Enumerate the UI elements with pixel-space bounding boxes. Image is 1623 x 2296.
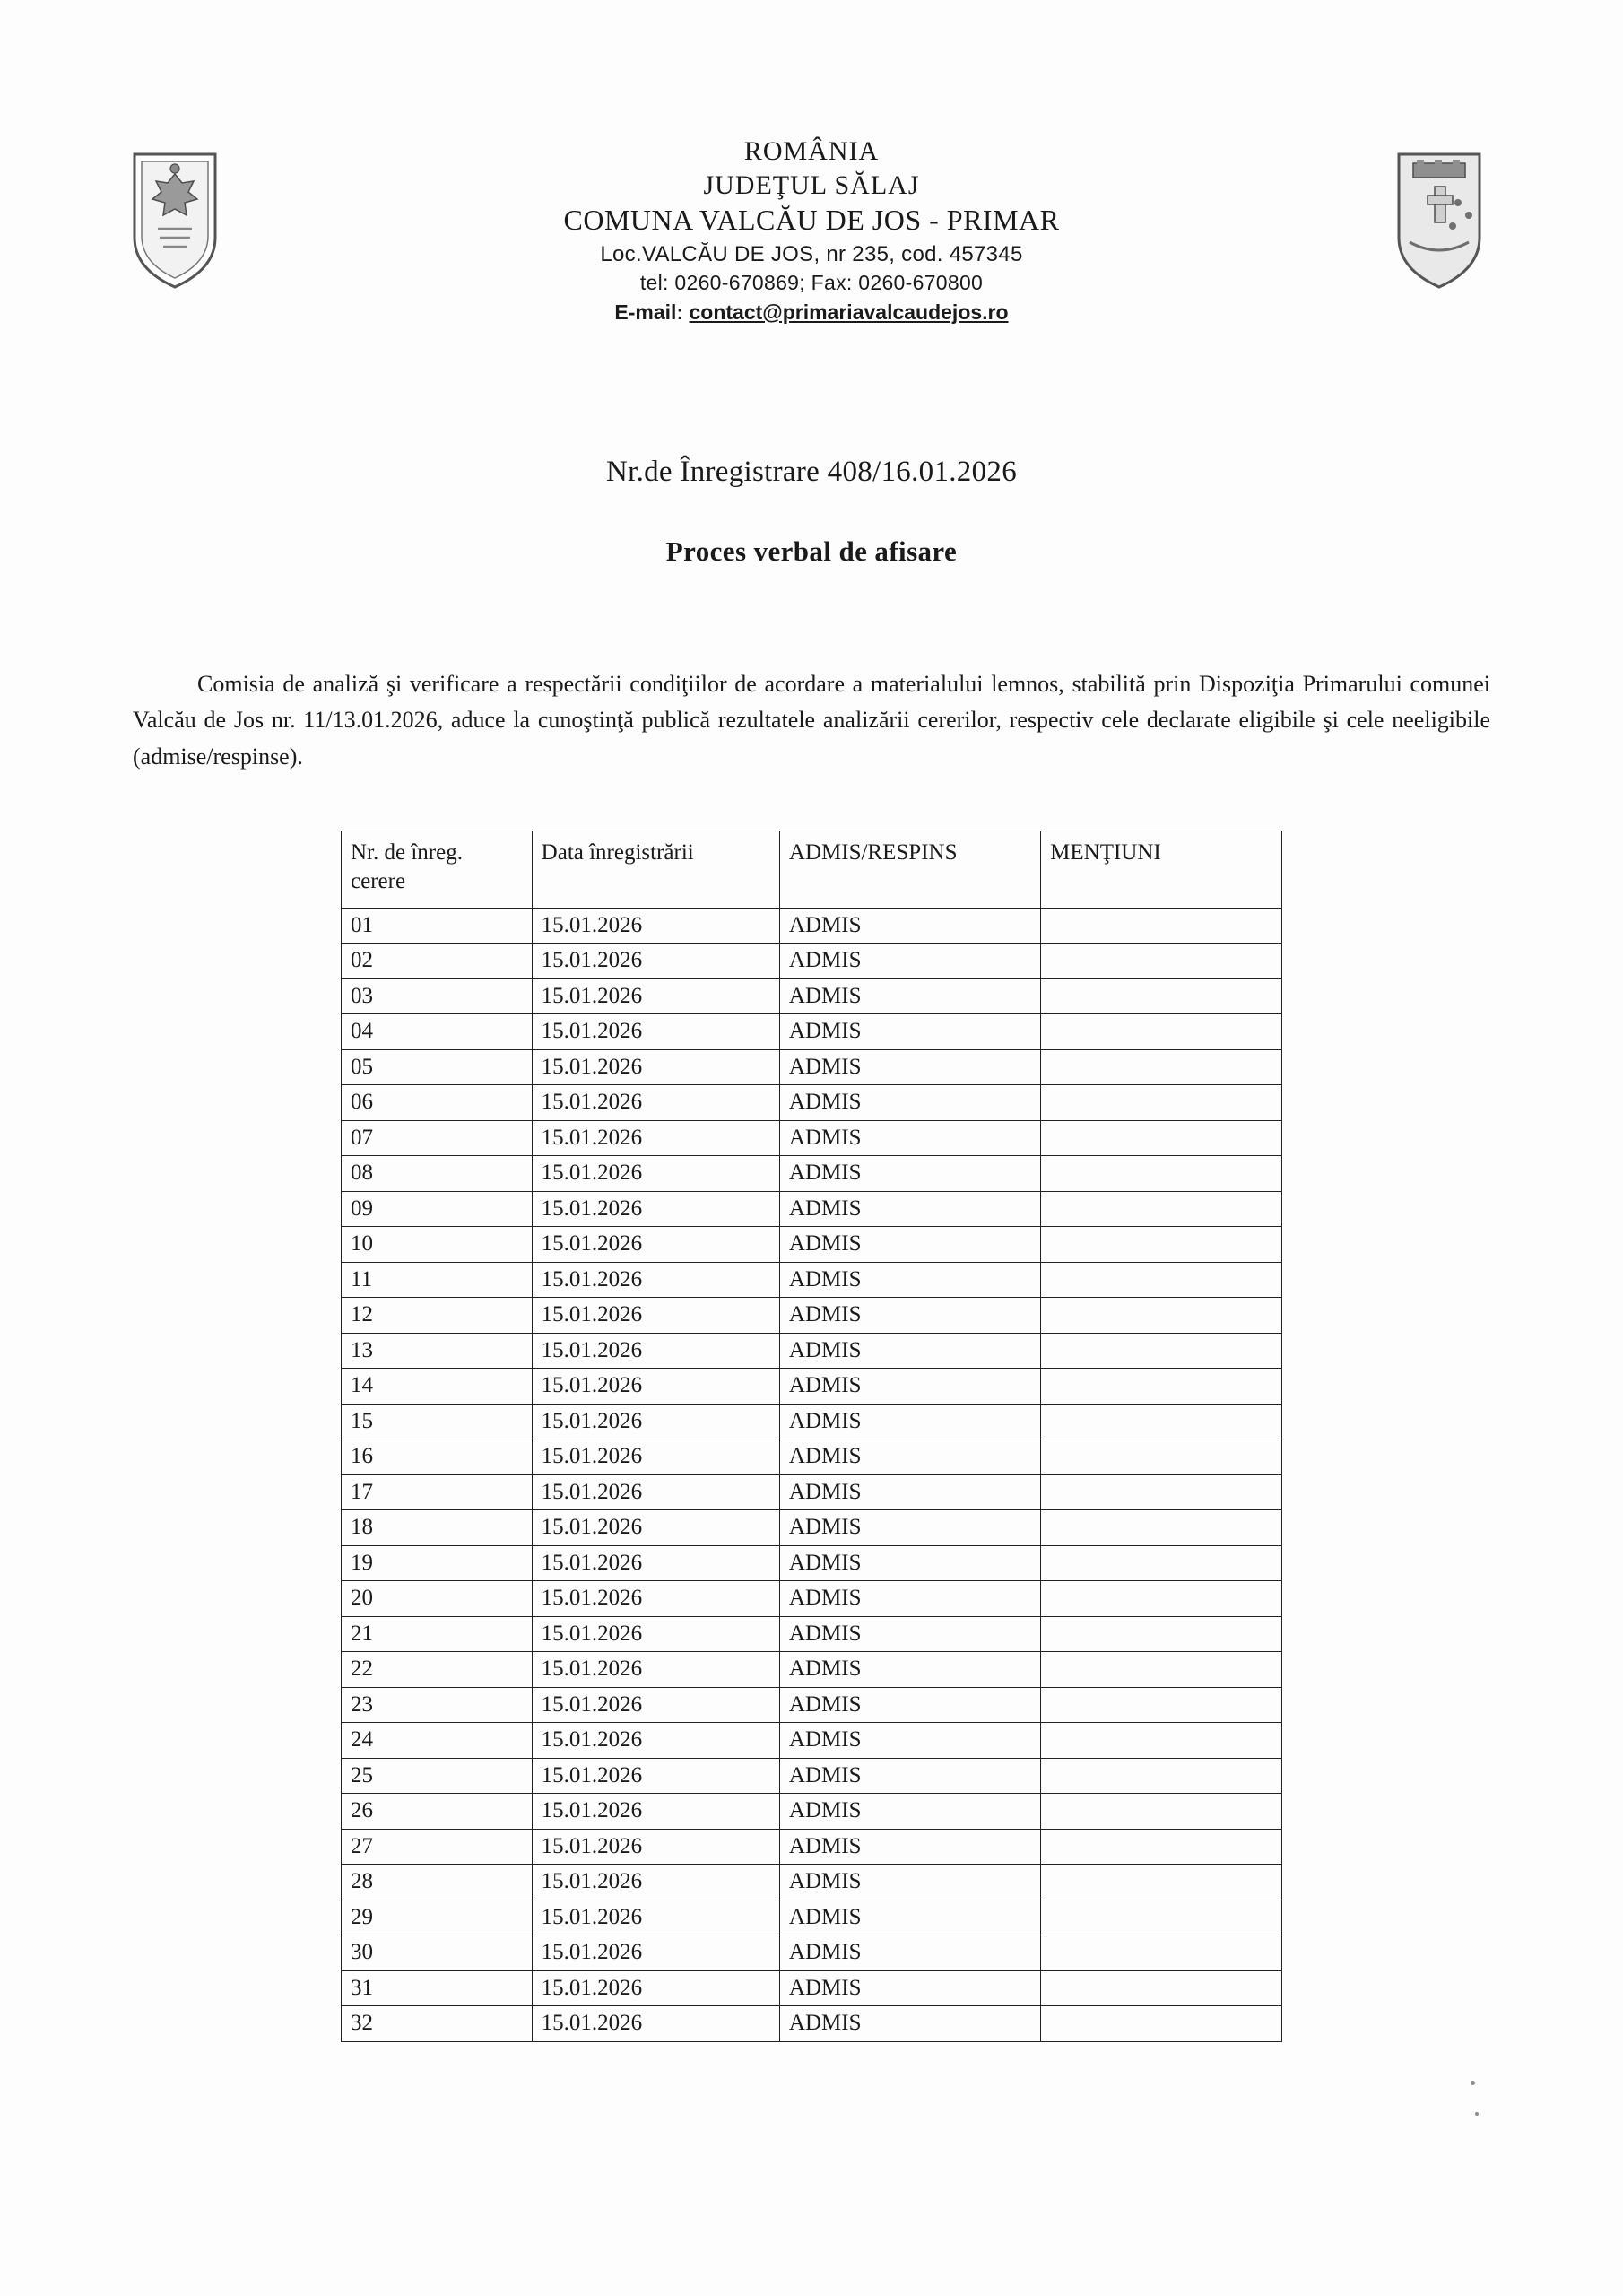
cell-nr: 26 (342, 1794, 533, 1830)
cell-data: 15.01.2026 (532, 1085, 779, 1121)
cell-nr: 27 (342, 1829, 533, 1865)
table-row (342, 1404, 1282, 1439)
table-row (342, 1794, 1282, 1830)
cell-status: ADMIS (779, 1227, 1040, 1263)
cell-status: ADMIS (779, 1935, 1040, 1971)
cell-status: ADMIS (779, 1298, 1040, 1334)
cell-nr: 05 (342, 1049, 533, 1085)
cell-nr: 15 (342, 1404, 533, 1439)
cell-nr: 21 (342, 1616, 533, 1652)
cell-mentiuni (1041, 1794, 1282, 1830)
table-header-row (342, 831, 1282, 908)
document-title: Proces verbal de afisare (665, 535, 958, 567)
table-row (342, 1085, 1282, 1121)
header-county: JUDEŢUL SĂLAJ (703, 170, 920, 200)
cell-data: 15.01.2026 (532, 1829, 779, 1865)
table-row (342, 1510, 1282, 1546)
cell-status: ADMIS (779, 1545, 1040, 1581)
table-row (342, 1333, 1282, 1369)
results-table-wrapper (341, 831, 1282, 2042)
cell-status: ADMIS (779, 1616, 1040, 1652)
cell-data: 15.01.2026 (532, 1510, 779, 1546)
cell-nr: 32 (342, 2006, 533, 2042)
cell-nr: 08 (342, 1156, 533, 1192)
table-row (342, 1758, 1282, 1794)
cell-mentiuni (1041, 1085, 1282, 1121)
cell-data: 15.01.2026 (532, 1794, 779, 1830)
cell-mentiuni (1041, 1298, 1282, 1334)
table-row (342, 1474, 1282, 1510)
cell-status: ADMIS (779, 1510, 1040, 1546)
cell-status: ADMIS (779, 1723, 1040, 1759)
cell-status: ADMIS (779, 1970, 1040, 2006)
cell-status: ADMIS (779, 1900, 1040, 1935)
intro-paragraph: Comisia de analiză şi verificare a respectării condiţiilor de acordare a materialului lemnos, stabilită prin Dispoziţia Primarului comunei Valcău de Jos nr. 11/13.01.2026, aduce la cunoştinţă publică rezultatele analizării cererilor, respectiv cele declarate eligibile şi cele neeligibile (admise/respinse). (133, 671, 1490, 770)
header-email-line (0, 300, 1623, 326)
cell-status: ADMIS (779, 1085, 1040, 1121)
cell-data: 15.01.2026 (532, 1935, 779, 1971)
cell-status: ADMIS (779, 1474, 1040, 1510)
results-table (341, 831, 1282, 2042)
cell-nr: 23 (342, 1687, 533, 1723)
cell-mentiuni (1041, 978, 1282, 1014)
cell-mentiuni (1041, 1262, 1282, 1298)
cell-data: 15.01.2026 (532, 1227, 779, 1263)
cell-nr: 18 (342, 1510, 533, 1546)
table-row (342, 1581, 1282, 1617)
cell-nr: 01 (342, 908, 533, 944)
cell-nr: 02 (342, 944, 533, 979)
cell-mentiuni (1041, 2006, 1282, 2042)
cell-data: 15.01.2026 (532, 1191, 779, 1227)
cell-status: ADMIS (779, 1120, 1040, 1156)
cell-data: 15.01.2026 (532, 1404, 779, 1439)
cell-nr: 20 (342, 1581, 533, 1617)
cell-nr: 17 (342, 1474, 533, 1510)
cell-nr: 07 (342, 1120, 533, 1156)
cell-data: 15.01.2026 (532, 1652, 779, 1688)
table-row (342, 2006, 1282, 2042)
cell-mentiuni (1041, 1829, 1282, 1865)
cell-mentiuni (1041, 1014, 1282, 1050)
cell-mentiuni (1041, 1758, 1282, 1794)
cell-nr: 11 (342, 1262, 533, 1298)
cell-data: 15.01.2026 (532, 1014, 779, 1050)
cell-data: 15.01.2026 (532, 1545, 779, 1581)
cell-mentiuni (1041, 1970, 1282, 2006)
cell-nr: 06 (342, 1085, 533, 1121)
cell-mentiuni (1041, 1900, 1282, 1935)
registration-number: Nr.de Înregistrare 408/16.01.2026 (605, 456, 1018, 488)
cell-status: ADMIS (779, 1404, 1040, 1439)
cell-nr: 14 (342, 1369, 533, 1405)
cell-data: 15.01.2026 (532, 1723, 779, 1759)
cell-nr: 10 (342, 1227, 533, 1263)
cell-data: 15.01.2026 (532, 1970, 779, 2006)
cell-status: ADMIS (779, 1191, 1040, 1227)
table-row (342, 1900, 1282, 1935)
cell-data: 15.01.2026 (532, 1262, 779, 1298)
cell-data: 15.01.2026 (532, 2006, 779, 2042)
table-row (342, 978, 1282, 1014)
cell-status: ADMIS (779, 1333, 1040, 1369)
table-row (342, 908, 1282, 944)
cell-status: ADMIS (779, 1369, 1040, 1405)
table-row (342, 1616, 1282, 1652)
cell-data: 15.01.2026 (532, 1298, 779, 1334)
cell-mentiuni (1041, 1935, 1282, 1971)
cell-status: ADMIS (779, 1156, 1040, 1192)
cell-status: ADMIS (779, 944, 1040, 979)
cell-mentiuni (1041, 1581, 1282, 1617)
cell-mentiuni (1041, 1191, 1282, 1227)
scan-speck (1475, 2112, 1479, 2116)
cell-mentiuni (1041, 1687, 1282, 1723)
cell-mentiuni (1041, 1369, 1282, 1405)
column-header-mentiuni: MENŢIUNI (1041, 831, 1282, 908)
header-commune: COMUNA VALCĂU DE JOS - PRIMAR (563, 204, 1060, 236)
cell-mentiuni (1041, 1333, 1282, 1369)
table-row (342, 1439, 1282, 1475)
table-row (342, 1227, 1282, 1263)
cell-nr: 13 (342, 1333, 533, 1369)
cell-data: 15.01.2026 (532, 1865, 779, 1900)
cell-mentiuni (1041, 1439, 1282, 1475)
table-row (342, 1191, 1282, 1227)
table-row (342, 1156, 1282, 1192)
cell-data: 15.01.2026 (532, 908, 779, 944)
table-row (342, 1723, 1282, 1759)
cell-mentiuni (1041, 1120, 1282, 1156)
cell-data: 15.01.2026 (532, 944, 779, 979)
cell-mentiuni (1041, 1616, 1282, 1652)
cell-mentiuni (1041, 1510, 1282, 1546)
cell-status: ADMIS (779, 1049, 1040, 1085)
cell-data: 15.01.2026 (532, 1156, 779, 1192)
table-row (342, 1687, 1282, 1723)
cell-status: ADMIS (779, 1829, 1040, 1865)
header-phone: tel: 0260-670869; Fax: 0260-670800 (639, 271, 984, 294)
cell-status: ADMIS (779, 1439, 1040, 1475)
cell-nr: 31 (342, 1970, 533, 2006)
cell-nr: 25 (342, 1758, 533, 1794)
table-row (342, 1865, 1282, 1900)
cell-status: ADMIS (779, 978, 1040, 1014)
cell-data: 15.01.2026 (532, 1687, 779, 1723)
cell-mentiuni (1041, 1474, 1282, 1510)
cell-data: 15.01.2026 (532, 1333, 779, 1369)
column-header-status: ADMIS/RESPINS (779, 831, 1040, 908)
table-row (342, 1369, 1282, 1405)
cell-mentiuni (1041, 1652, 1282, 1688)
cell-status: ADMIS (779, 1262, 1040, 1298)
cell-data: 15.01.2026 (532, 1369, 779, 1405)
cell-nr: 04 (342, 1014, 533, 1050)
cell-mentiuni (1041, 1865, 1282, 1900)
table-row (342, 1829, 1282, 1865)
cell-status: ADMIS (779, 1865, 1040, 1900)
cell-mentiuni (1041, 1723, 1282, 1759)
cell-mentiuni (1041, 1404, 1282, 1439)
scan-speck (1471, 2081, 1475, 2085)
cell-status: ADMIS (779, 1794, 1040, 1830)
cell-status: ADMIS (779, 1652, 1040, 1688)
cell-mentiuni (1041, 944, 1282, 979)
cell-nr: 29 (342, 1900, 533, 1935)
header-email-address[interactable]: contact@primariavalcaudejos.ro (689, 300, 1009, 324)
cell-status: ADMIS (779, 1687, 1040, 1723)
table-row (342, 1049, 1282, 1085)
column-header-data: Data înregistrării (532, 831, 779, 908)
cell-nr: 03 (342, 978, 533, 1014)
cell-nr: 28 (342, 1865, 533, 1900)
column-header-nr: Nr. de înreg. cerere (342, 831, 533, 908)
cell-nr: 30 (342, 1935, 533, 1971)
cell-mentiuni (1041, 908, 1282, 944)
cell-status: ADMIS (779, 1581, 1040, 1617)
cell-nr: 19 (342, 1545, 533, 1581)
table-row (342, 944, 1282, 979)
header-email-label: E-mail: (614, 300, 684, 324)
cell-data: 15.01.2026 (532, 1120, 779, 1156)
cell-mentiuni (1041, 1049, 1282, 1085)
romania-coat-of-arms-icon (126, 144, 224, 291)
cell-status: ADMIS (779, 2006, 1040, 2042)
cell-mentiuni (1041, 1156, 1282, 1192)
cell-nr: 09 (342, 1191, 533, 1227)
cell-status: ADMIS (779, 1014, 1040, 1050)
cell-mentiuni (1041, 1545, 1282, 1581)
document-header (0, 0, 1623, 404)
cell-data: 15.01.2026 (532, 1581, 779, 1617)
cell-data: 15.01.2026 (532, 978, 779, 1014)
cell-nr: 16 (342, 1439, 533, 1475)
cell-nr: 12 (342, 1298, 533, 1334)
cell-data: 15.01.2026 (532, 1049, 779, 1085)
cell-status: ADMIS (779, 908, 1040, 944)
table-row (342, 1262, 1282, 1298)
table-row (342, 1652, 1282, 1688)
table-row (342, 1298, 1282, 1334)
table-row (342, 1120, 1282, 1156)
cell-data: 15.01.2026 (532, 1758, 779, 1794)
cell-status: ADMIS (779, 1758, 1040, 1794)
cell-data: 15.01.2026 (532, 1900, 779, 1935)
table-head (342, 831, 1282, 908)
cell-data: 15.01.2026 (532, 1616, 779, 1652)
commune-coat-of-arms-icon (1390, 144, 1488, 291)
cell-data: 15.01.2026 (532, 1474, 779, 1510)
table-row (342, 1935, 1282, 1971)
header-address: Loc.VALCĂU DE JOS, nr 235, cod. 457345 (600, 242, 1023, 266)
table-body (342, 908, 1282, 2041)
table-row (342, 1014, 1282, 1050)
cell-data: 15.01.2026 (532, 1439, 779, 1475)
header-country: ROMÂNIA (743, 136, 880, 166)
table-row (342, 1545, 1282, 1581)
table-row (342, 1970, 1282, 2006)
cell-mentiuni (1041, 1227, 1282, 1263)
cell-nr: 24 (342, 1723, 533, 1759)
cell-nr: 22 (342, 1652, 533, 1688)
